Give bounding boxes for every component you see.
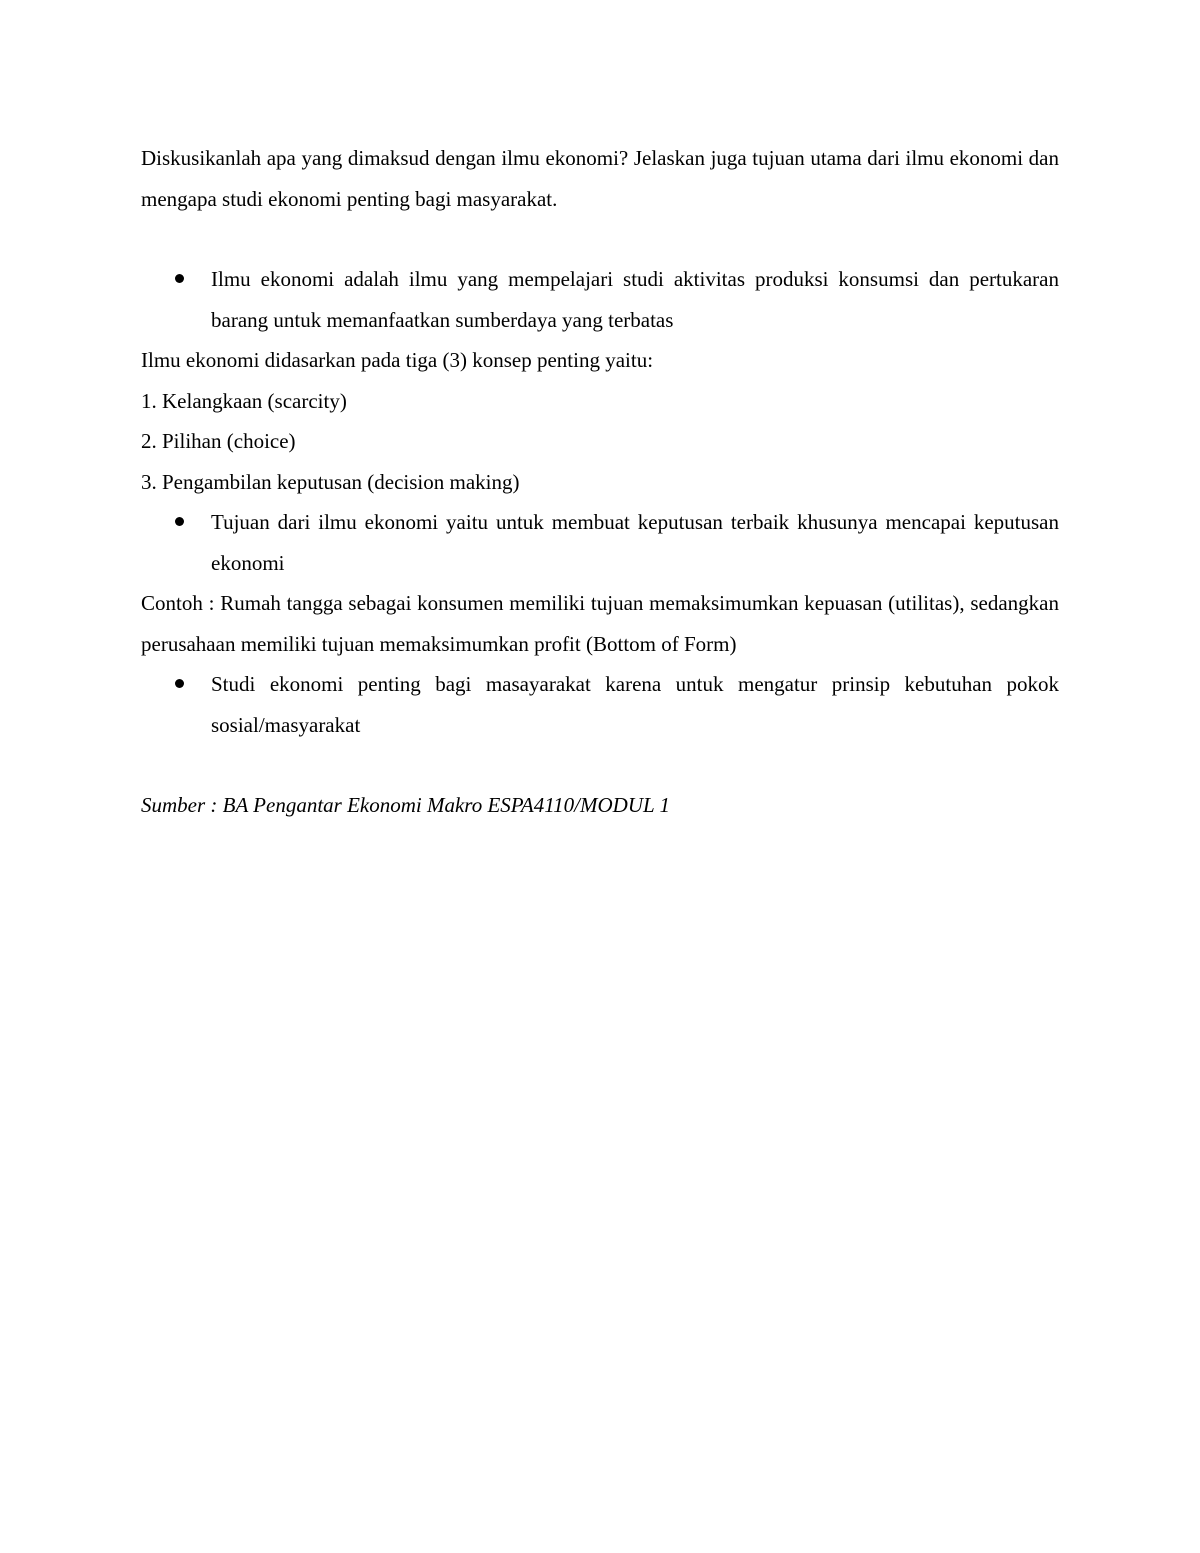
- bullet-text: Tujuan dari ilmu ekonomi yaitu untuk membuat keputusan terbaik khusunya mencapai keputusan ekonomi: [211, 510, 1059, 575]
- bullet-icon: [175, 274, 184, 283]
- bullet-item-definition: [141, 259, 1059, 340]
- bullet-text: Studi ekonomi penting bagi masayarakat karena untuk mengatur prinsip kebutuhan pokok sosial/masyarakat: [211, 672, 1059, 737]
- bullet-item-goal: [141, 502, 1059, 583]
- spacer: [141, 745, 1059, 785]
- concepts-intro: Ilmu ekonomi didasarkan pada tiga (3) konsep penting yaitu:: [141, 348, 654, 372]
- concept-item-2: 2. Pilihan (choice): [141, 429, 296, 453]
- bullet-text: Ilmu ekonomi adalah ilmu yang mempelajari studi aktivitas produksi konsumsi dan pertukaran barang untuk memanfaatkan sumberdaya yang terbatas: [211, 267, 1059, 332]
- document-page: [141, 138, 1059, 826]
- bullet-item-importance: [141, 664, 1059, 745]
- intro-paragraph: Diskusikanlah apa yang dimaksud dengan ilmu ekonomi? Jelaskan juga tujuan utama dari ilmu ekonomi dan mengapa studi ekonomi penting bagi masyarakat.: [141, 146, 1059, 211]
- concept-item-1: 1. Kelangkaan (scarcity): [141, 388, 347, 413]
- concept-item-3: 3. Pengambilan keputusan (decision making): [141, 469, 520, 494]
- bullet-icon: [175, 517, 184, 526]
- source-citation: Sumber : BA Pengantar Ekonomi Makro ESPA4110/MODUL 1: [141, 793, 671, 817]
- bullet-icon: [175, 679, 184, 688]
- example-paragraph: Contoh : Rumah tangga sebagai konsumen memiliki tujuan memaksimumkan kepuasan (utilitas), sedangkan perusahaan memiliki tujuan memaksimumkan profit (Bottom of Form): [141, 591, 1059, 656]
